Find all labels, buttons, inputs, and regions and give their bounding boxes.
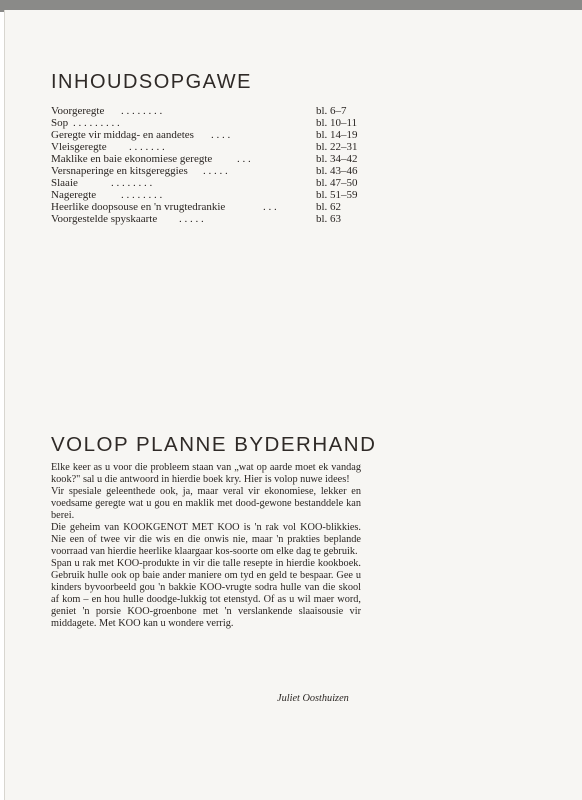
toc-entry <box>51 117 371 129</box>
toc-entry-leader: . . . . . . . <box>129 141 165 153</box>
toc-entry-page: bl. 63 <box>316 213 342 225</box>
toc-entry-label: Maklike en baie ekonomiese geregte <box>51 153 213 165</box>
toc-entry <box>51 177 371 189</box>
toc-entry-label: Voorgeregte <box>51 105 105 117</box>
toc-entry-leader: . . . . . <box>179 213 204 225</box>
toc-entry <box>51 153 371 165</box>
article-title: VOLOP PLANNE BYDERHAND <box>51 433 377 456</box>
toc-entry-label: Versnaperinge en kitsgereggies <box>51 165 188 177</box>
toc-entry-label: Voorgestelde spyskaarte <box>51 213 158 225</box>
book-page <box>4 10 582 800</box>
toc-entry <box>51 213 371 225</box>
article-paragraph: Die geheim van KOOKGENOT MET KOO is 'n rak vol KOO-blikkies. Nie een of twee vir die wis en die onwis nie, maar 'n prakties beplande voorraad van hierdie heerlike klaargaar kos-soorte om elke dag te gebruik. <box>51 522 361 557</box>
author-signature: Juliet Oosthuizen <box>277 693 349 704</box>
toc-title: INHOUDSOPGAWE <box>51 71 252 93</box>
article-paragraph: Vir spesiale geleenthede ook, ja, maar veral vir ekonomiese, lekker en voedsame geregte wat u gou en maklik met dood-gewone bestanddele kan berei. <box>51 486 361 521</box>
toc-entry-leader: . . . <box>237 153 251 165</box>
toc-entry-label: Slaaie <box>51 177 78 189</box>
toc-entry-leader: . . . . . <box>203 165 228 177</box>
toc-entry-leader: . . . <box>263 201 277 213</box>
toc-entry-leader: . . . . . . . . <box>121 105 163 117</box>
toc-entry <box>51 105 371 117</box>
toc-entry-page: bl. 34–42 <box>316 153 358 165</box>
toc-entry-label: Geregte vir middag- en aandetes <box>51 129 194 141</box>
toc-entry <box>51 165 371 177</box>
toc-entry-page: bl. 22–31 <box>316 141 358 153</box>
toc-entry <box>51 189 371 201</box>
toc-entry-label: Sop <box>51 117 69 129</box>
toc-entry-label: Vleisgeregte <box>51 141 107 153</box>
toc-entry-label: Nageregte <box>51 189 97 201</box>
toc-entry-page: bl. 47–50 <box>316 177 358 189</box>
toc-entry-page: bl. 43–46 <box>316 165 358 177</box>
article-body <box>51 462 361 630</box>
article-paragraph: Span u rak met KOO-produkte in vir die talle resepte in hierdie kookboek. Gebruik hulle ook op baie ander maniere om tyd en geld te bespaar. Gee u kinders byvoorbeeld gou 'n bakkie KOO-vrugte sodra hulle van die skool af kom – en hou hulle doodge-lukkig tot etenstyd. Of as u wil maer word, geniet 'n porsie KOO-groenbone met 'n verslankende slaaisousie vir middagete. Met KOO kan u wondere verrig. <box>51 558 361 629</box>
toc-entry <box>51 141 371 153</box>
toc-entry <box>51 201 371 213</box>
toc-entry-leader: . . . . . . . . . <box>73 117 120 129</box>
toc-entry-label: Heerlike doopsouse en 'n vrugtedrankie <box>51 201 226 213</box>
toc-entry-page: bl. 51–59 <box>316 189 358 201</box>
table-of-contents <box>51 105 371 225</box>
toc-entry-page: bl. 62 <box>316 201 342 213</box>
toc-entry-leader: . . . . . . . . <box>111 177 153 189</box>
toc-entry <box>51 129 371 141</box>
toc-entry-page: bl. 6–7 <box>316 105 347 117</box>
article-paragraph: Elke keer as u voor die probleem staan van „wat op aarde moet ek vandag kook?" sal u die antwoord in hierdie boek kry. Hier is volop nuwe idees! <box>51 462 361 485</box>
toc-entry-leader: . . . . . . . . <box>121 189 163 201</box>
toc-entry-leader: . . . . <box>211 129 231 141</box>
toc-entry-page: bl. 14–19 <box>316 129 358 141</box>
toc-entry-page: bl. 10–11 <box>316 117 358 129</box>
